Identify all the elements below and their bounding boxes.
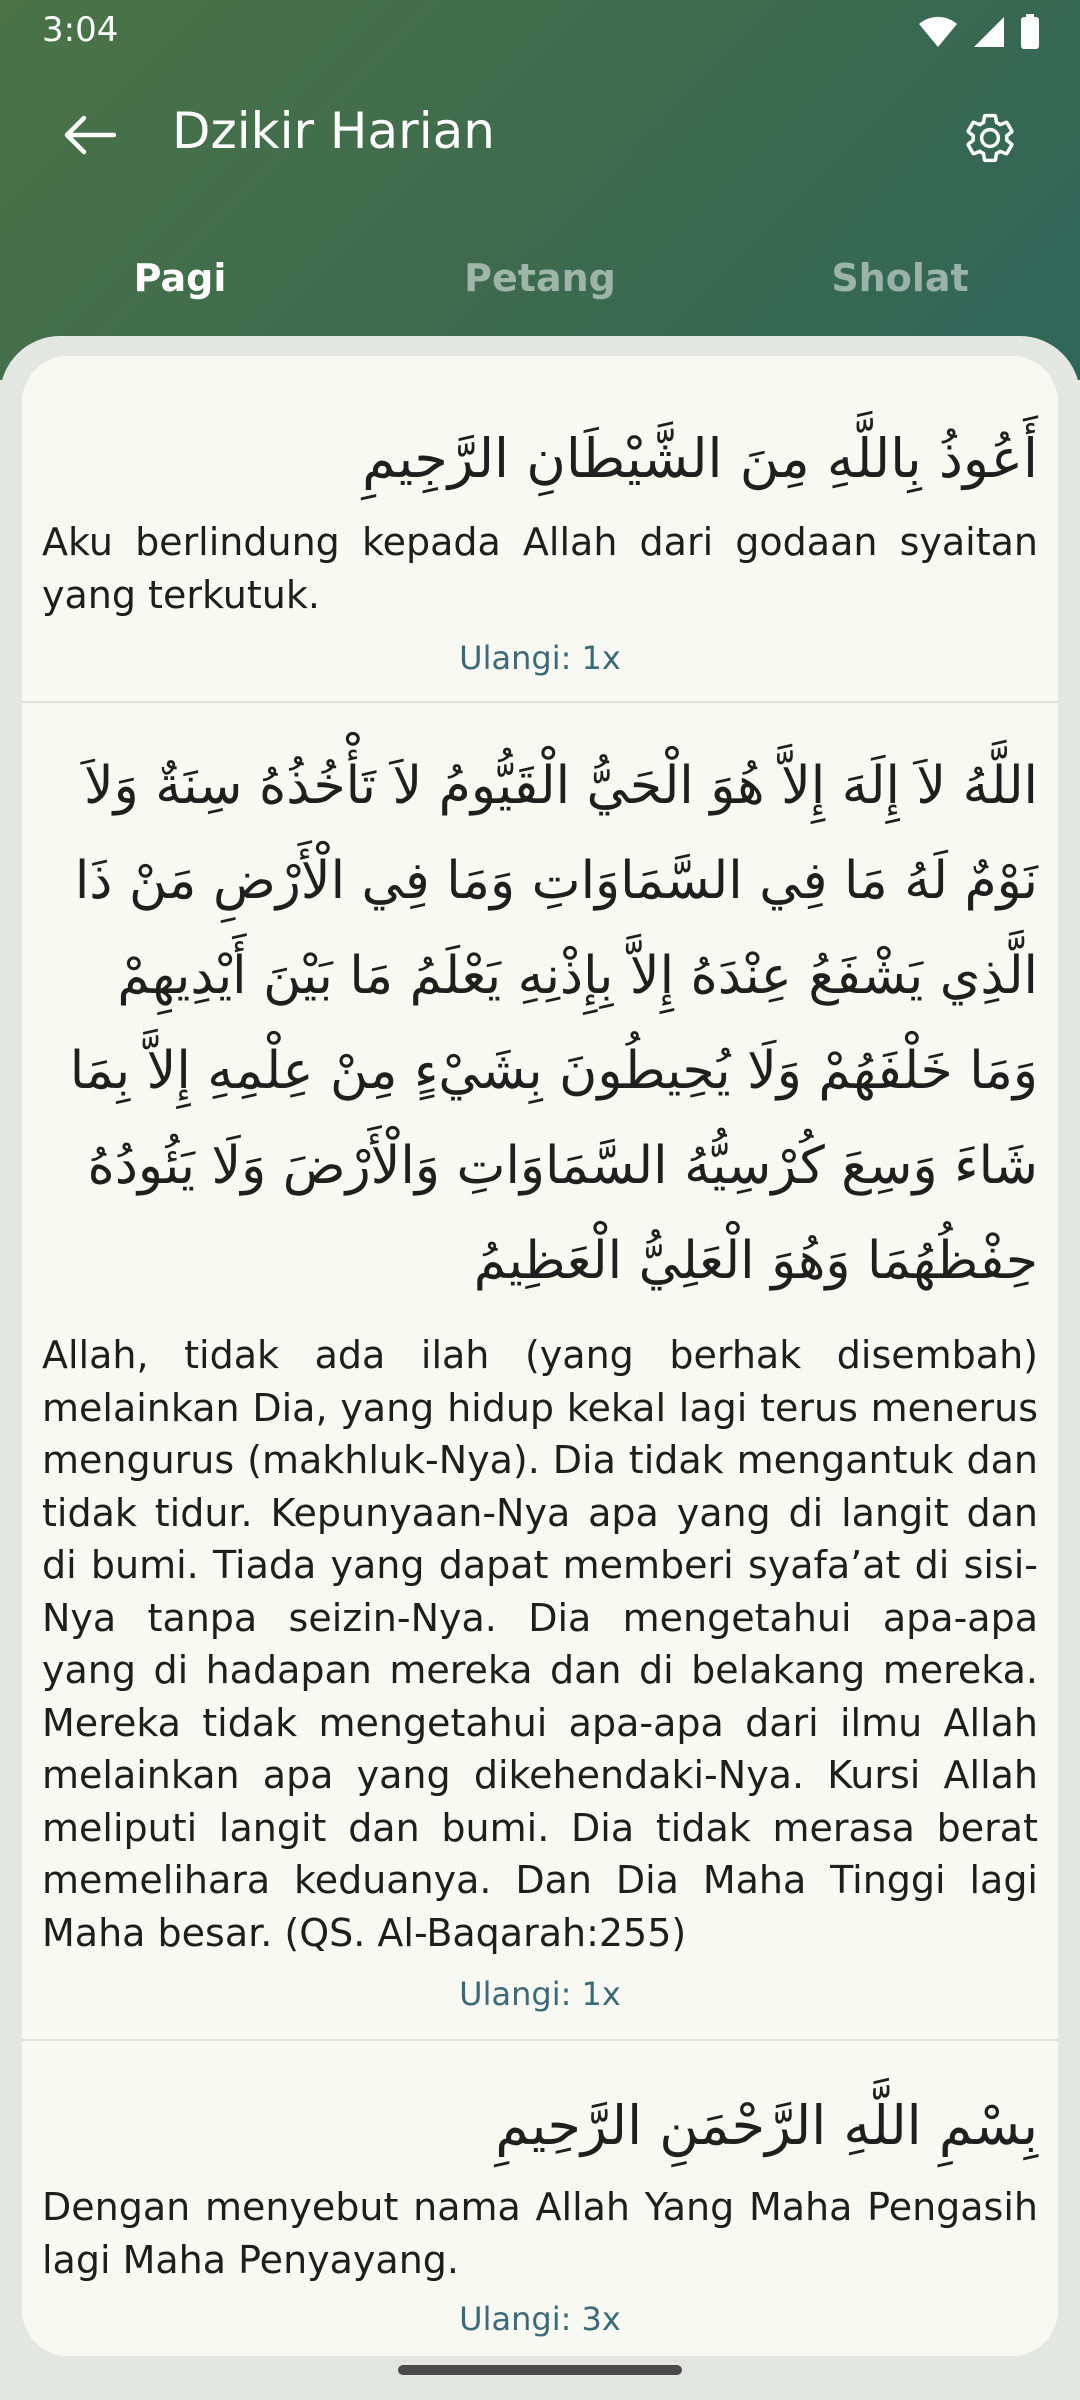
list-item bbox=[22, 356, 1058, 703]
status-icons bbox=[918, 14, 1040, 50]
back-button[interactable] bbox=[50, 102, 130, 172]
content-sheet bbox=[0, 336, 1080, 2400]
header bbox=[0, 0, 1080, 380]
list-item bbox=[22, 2041, 1058, 2356]
translation-text: Aku berlindung kepada Allah dari godaan syaitan yang terkutuk. bbox=[42, 520, 1038, 617]
arabic-text: اللَّهُ لاَ إِلَهَ إِلاَّ هُوَ الْحَيُّ الْقَيُّومُ لاَ تَأْخُذُهُ سِنَةٌ وَلاَ نَوْمٌ لَهُ مَا فِي السَّمَاوَاتِ وَمَا فِي الْأَرْضِ مَنْ ذَا الَّذِي يَشْفَعُ عِنْدَهُ إِلاَّ بِإِذْنِهِ يَعْلَمُ مَا بَيْنَ أَيْدِيهِمْ وَمَا خَلْفَهُمْ وَلَا يُحِيطُونَ بِشَيْءٍ مِنْ عِلْمِهِ إِلاَّ بِمَا شَاءَ وَسِعَ كُرْسِيُّهُ السَّمَاوَاتِ وَالْأَرْضَ وَلَا يَئُودُهُ حِفْظُهُمَا وَهُوَ الْعَلِيُّ الْعَظِيمُ bbox=[69, 756, 1038, 1291]
repeat-count: Ulangi: 3x bbox=[459, 2300, 621, 2338]
tab-pagi[interactable]: Pagi bbox=[133, 256, 227, 300]
status-bar bbox=[0, 0, 1080, 64]
signal-icon bbox=[972, 15, 1006, 49]
page-title: Dzikir Harian bbox=[172, 102, 495, 160]
arabic-text: بِسْمِ اللَّهِ الرَّحْمَنِ الرَّحِيمِ bbox=[495, 2094, 1038, 2157]
tab-petang[interactable]: Petang bbox=[464, 256, 616, 300]
settings-button[interactable] bbox=[950, 100, 1030, 180]
dzikir-list[interactable] bbox=[22, 356, 1058, 2356]
translation-text: Allah, tidak ada ilah (yang berhak disembah) melainkan Dia, yang hidup kekal lagi terus menerus mengurus (makhluk-Nya). Dia tidak mengantuk dan tidak tidur. Kepunyaan-Nya apa yang di langit dan di bumi. Tiada yang dapat memberi syafa’at di sisi-Nya tanpa seizin-Nya. Dia mengetahui apa-apa yang di hadapan mereka dan di belakang mereka. Mereka tidak mengetahui apa-apa dari ilmu Allah melainkan apa yang dikehendaki-Nya. Kursi Allah meliputi langit dan bumi. Dia tidak merasa berat memelihara keduanya. Dan Dia Maha Tinggi lagi Maha besar. (QS. Al-Baqarah:255) bbox=[42, 1333, 1038, 1955]
arrow-left-icon bbox=[64, 115, 116, 159]
tab-bar bbox=[0, 240, 1080, 320]
gear-icon bbox=[962, 110, 1018, 170]
arabic-text: أَعُوذُ بِاللَّهِ مِنَ الشَّيْطَانِ الرَّجِيمِ bbox=[362, 427, 1038, 490]
list-item bbox=[22, 703, 1058, 2041]
status-time: 3:04 bbox=[42, 10, 119, 50]
tab-sholat[interactable]: Sholat bbox=[831, 256, 969, 300]
battery-icon bbox=[1020, 14, 1040, 50]
repeat-count: Ulangi: 1x bbox=[459, 1975, 621, 2013]
wifi-icon bbox=[918, 15, 958, 49]
repeat-count: Ulangi: 1x bbox=[459, 639, 621, 677]
gesture-navigation-handle[interactable] bbox=[398, 2365, 682, 2375]
app-bar bbox=[0, 80, 1080, 190]
translation-text: Dengan menyebut nama Allah Yang Maha Pengasih lagi Maha Penyayang. bbox=[42, 2185, 1038, 2282]
